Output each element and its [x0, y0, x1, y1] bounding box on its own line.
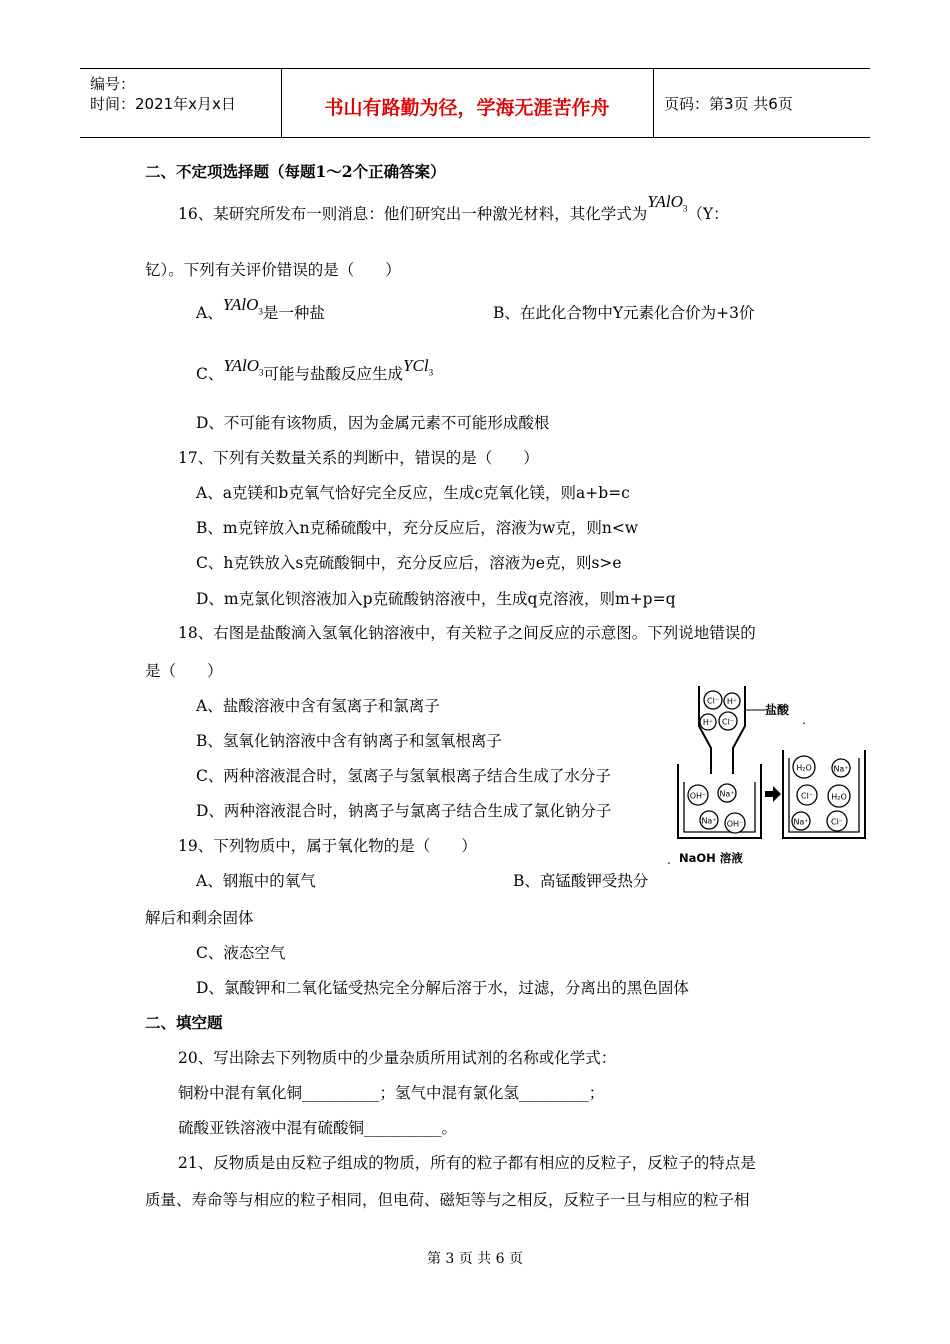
question-21-stem-cont: 质量、寿命等与相应的粒子相同，但电荷、磁矩等与之相反，反粒子一旦与相应的粒子相 — [145, 1191, 750, 1209]
formula-ycl3: YCl$_3$ — [403, 356, 434, 378]
ion-na-icon — [832, 759, 850, 777]
ion-na-icon — [700, 811, 718, 829]
q18-option-d: D、两种溶液混合时，钠离子与氯离子结合生成了氯化钠分子 — [196, 802, 612, 820]
svg-text:Cl⁻: Cl⁻ — [800, 791, 814, 801]
ion-oh-icon — [725, 813, 745, 833]
question-16-stem-cont: 钇）。下列有关评价错误的是（ ） — [145, 261, 401, 279]
question-16-stem — [178, 192, 729, 230]
section-title-fill-in: 二、填空题 — [145, 1013, 223, 1032]
page-info: 页码：第3页 共6页 — [664, 95, 793, 113]
q20-blank-line-2: 硫酸亚铁溶液中混有硫酸铜__________。 — [178, 1119, 458, 1137]
q19-option-b-cont: 解后和剩余固体 — [145, 909, 254, 927]
ion-cl-icon — [704, 691, 722, 709]
svg-text:Cl⁻: Cl⁻ — [721, 717, 735, 727]
q18-option-c: C、两种溶液混合时，氢离子与氢氧根离子结合生成了水分子 — [196, 767, 611, 785]
svg-text:Cl⁻: Cl⁻ — [830, 817, 844, 827]
q19-option-c: C、液态空气 — [196, 944, 286, 962]
ion-h-icon — [700, 714, 716, 730]
q19-option-d: D、氯酸钾和二氧化锰受热完全分解后溶于水，过滤，分离出的黑色固体 — [196, 979, 689, 997]
svg-text:Na⁺: Na⁺ — [833, 764, 849, 774]
page-header — [80, 68, 870, 138]
q17-option-c: C、h克铁放入s克硫酸铜中，充分反应后，溶液为e克，则s>e — [196, 554, 622, 572]
q16-option-a: A、YAlO$_3$是一种盐 — [196, 295, 325, 322]
header-meta — [80, 69, 282, 137]
question-18-stem: 18、右图是盐酸滴入氢氧化钠溶液中，有关粒子之间反应的示意图。下列说地错误的 — [178, 624, 756, 642]
question-21-stem: 21、反物质是由反粒子组成的物质，所有的粒子都有相应的反粒子，反粒子的特点是 — [178, 1154, 756, 1172]
dot-mark: . — [802, 713, 806, 727]
q18-option-a: A、盐酸溶液中含有氢离子和氯离子 — [196, 697, 440, 715]
molecule-h2o-icon — [793, 756, 815, 778]
ion-na-icon — [718, 784, 736, 802]
time-label: 时间：2021年x月x日 — [90, 95, 236, 113]
q18-option-b: B、氢氧化钠溶液中含有钠离子和氢氧根离子 — [196, 732, 502, 750]
ion-oh-icon — [688, 785, 708, 805]
svg-text:Na⁺: Na⁺ — [719, 789, 735, 799]
molecule-h2o-icon — [828, 785, 850, 807]
q19-option-a: A、钢瓶中的氧气 — [196, 872, 316, 890]
question-20-stem: 20、写出除去下列物质中的少量杂质所用试剂的名称或化学式： — [178, 1049, 617, 1067]
formula-yalo3: YAlO$_3$ — [222, 295, 263, 317]
q17-option-d: D、m克氯化钡溶液加入p克硫酸钠溶液中，生成q克溶液，则m+p=q — [196, 590, 676, 608]
reaction-arrow-icon — [765, 786, 781, 802]
naoh-label: NaOH 溶液 — [679, 851, 743, 865]
dot-mark: . — [667, 853, 671, 867]
q17-option-a: A、a克镁和b克氧气恰好完全反应，生成c克氧化镁，则a+b=c — [196, 484, 630, 502]
question-18-stem-cont: 是（ ） — [145, 662, 223, 680]
reaction-diagram — [665, 682, 875, 874]
hcl-label: 盐酸 — [765, 703, 790, 717]
svg-text:H₂O: H₂O — [831, 792, 847, 802]
svg-text:OH⁻: OH⁻ — [689, 791, 707, 801]
svg-text:H⁺: H⁺ — [726, 697, 738, 706]
q16-option-d: D、不可能有该物质，因为金属元素不可能形成酸根 — [196, 414, 550, 432]
svg-text:H⁺: H⁺ — [702, 718, 714, 727]
ion-na-icon — [792, 812, 810, 830]
svg-text:H₂O: H₂O — [796, 763, 812, 773]
ion-cl-icon — [797, 785, 817, 805]
q16-option-b: B、在此化合物中Y元素化合价为+3价 — [493, 304, 755, 322]
formula-yalo3: YAlO$_3$ — [223, 356, 264, 378]
ion-h-icon — [724, 693, 740, 709]
section-title-multiple-choice: 二、不定项选择题（每题1～2个正确答案） — [145, 162, 446, 181]
formula-yalo3: YAlO$_3$ — [647, 192, 688, 214]
q16-option-c: C、YAlO$_3$可能与盐酸反应生成YCl$_3$ — [196, 356, 434, 383]
svg-text:Na⁺: Na⁺ — [793, 817, 809, 827]
motto: 书山有路勤为径，学海无涯苦作舟 — [281, 69, 654, 137]
page-footer: 第 3 页 共 6 页 — [426, 1251, 524, 1267]
q19-option-b: B、高锰酸钾受热分 — [513, 872, 649, 890]
question-17-stem: 17、下列有关数量关系的判断中，错误的是（ ） — [178, 449, 539, 467]
svg-text:Cl⁻: Cl⁻ — [706, 696, 720, 706]
q16-text-2: （Y： — [687, 205, 729, 223]
question-19-stem: 19、下列物质中，属于氧化物的是（ ） — [178, 837, 477, 855]
q16-text: 16、某研究所发布一则消息：他们研究出一种激光材料，其化学式为 — [178, 205, 648, 223]
number-label: 编号： — [90, 75, 136, 93]
ion-cl-icon — [719, 712, 737, 730]
svg-text:OH⁻: OH⁻ — [726, 819, 744, 829]
svg-text:Na⁺: Na⁺ — [701, 816, 717, 826]
ion-cl-icon — [827, 811, 847, 831]
q20-blank-line-1: 铜粉中混有氧化铜__________；氢气中混有氯化氢_________； — [178, 1084, 605, 1102]
q17-option-b: B、m克锌放入n克稀硫酸中，充分反应后，溶液为w克，则n<w — [196, 519, 639, 537]
